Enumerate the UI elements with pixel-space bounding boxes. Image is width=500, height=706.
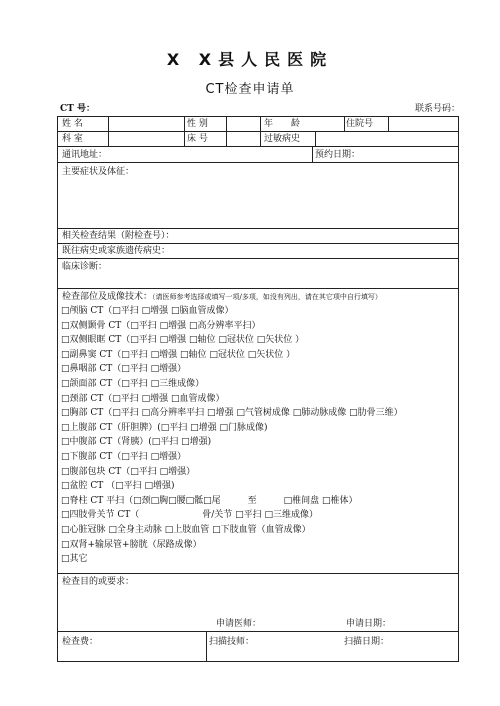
inpatient-number-label: 住院号 (346, 119, 374, 129)
exam-item[interactable]: □心脏冠脉 □全身主动脉 □上肢血管 □下肢血管（血管成像） (61, 525, 311, 535)
divider (58, 131, 458, 132)
exam-item[interactable]: □下腹部 CT（□平扫 □增强） (61, 452, 187, 462)
cell-border (260, 117, 261, 146)
cell-border (108, 117, 109, 146)
address-label: 通讯地址： (62, 150, 108, 160)
cell-border (226, 117, 227, 146)
appointment-date-label: 预约日期： (315, 150, 361, 160)
cell-border (206, 631, 207, 661)
clinical-diagnosis-label: 临床诊断： (62, 262, 108, 272)
department-label: 科 室 (62, 134, 83, 144)
exam-item[interactable]: □双侧眼眶 CT（□平扫 □增强 □轴位 □冠状位 □矢状位 ） (61, 335, 305, 346)
divider (58, 146, 458, 147)
applying-doctor-label: 申请医师： (216, 619, 262, 629)
cell-border (312, 146, 313, 162)
exam-item[interactable]: □颅脑 CT（□平扫 □增强 □脑血管成像） (61, 306, 234, 316)
exam-item[interactable]: □脊柱 CT 平扫（□颈□胸□腰□骶□尾 至 □椎间盘 □椎体） (61, 495, 358, 506)
exam-item[interactable]: □双侧颞骨 CT（□平扫 □增强 □高分辨率平扫） (61, 320, 261, 331)
exam-item[interactable]: □其它 (61, 554, 88, 565)
exam-item[interactable]: □颌面部 CT（□平扫 □三维成像） (61, 379, 205, 389)
exam-item[interactable]: □胸部 CT（□平扫 □高分辨率平扫 □增强 □气管树成像 □肺动脉成像 □肋骨三维） (61, 408, 403, 419)
allergy-history-label: 过敏病史 (264, 134, 301, 144)
exam-item[interactable]: □中腹部 CT（肾胰）(□平扫 □增强) (61, 437, 212, 448)
scan-technician-label: 扫描技师： (209, 637, 255, 647)
exam-header-label: 检查部位及成像技术： (62, 292, 153, 302)
divider (58, 573, 458, 574)
cell-border (184, 117, 185, 146)
divider (58, 228, 458, 229)
name-label: 姓 名 (62, 119, 83, 129)
divider (58, 243, 458, 244)
exam-item[interactable]: □双肾+输尿管+膀胱（尿路成像） (61, 539, 202, 550)
purpose-label: 检查目的或要求： (62, 577, 135, 587)
hospital-name: X X县人民医院 (166, 50, 334, 69)
bed-number-label: 床 号 (187, 134, 208, 144)
divider (58, 288, 458, 289)
exam-item[interactable]: □颈部 CT（□平扫 □增强 □血管成像） (61, 393, 225, 404)
exam-item[interactable]: □四肢骨关节 CT（ 骨/关节 □平扫 □三维成像） (61, 510, 319, 521)
exam-item[interactable]: □腹部包块 CT（□平扫 □增强） (61, 466, 196, 477)
divider (58, 162, 458, 163)
application-date-label: 申请日期： (346, 619, 392, 629)
cell-border (344, 117, 345, 131)
cell-border (315, 131, 316, 146)
divider (58, 258, 458, 259)
exam-item[interactable]: □盆腔 CT （□平扫 □增强) (61, 481, 175, 492)
exam-item[interactable]: □上腹部 CT（肝胆脾）(□平扫 □增强 □门脉成像) (61, 422, 268, 433)
ct-number-label: CT 号： (60, 104, 95, 114)
medical-history-label: 既往病史或家族遗传病史： (62, 246, 171, 256)
age-label: 年 龄 (264, 119, 301, 129)
cell-border (388, 117, 389, 131)
exam-note: （请医师参考选择或填写一项/多项，如没有列出，请在其它项中自行填写） (152, 293, 382, 301)
contact-number-label: 联系号码： (414, 104, 460, 114)
form-title: CT检查申请单 (205, 82, 295, 97)
exam-section-header (62, 291, 382, 303)
exam-item[interactable]: □副鼻窦 CT（□平扫 □增强 □轴位 □冠状位 □矢状位 ） (61, 349, 296, 360)
related-results-label: 相关检查结果（附检查号）： (62, 231, 175, 241)
scan-date-label: 扫描日期： (344, 637, 390, 647)
sex-label: 性 别 (187, 119, 208, 129)
divider (58, 631, 458, 632)
exam-fee-label: 检查费： (62, 637, 99, 647)
header-row (58, 101, 460, 115)
exam-item[interactable]: □鼻咽部 CT（□平扫 □增强） (61, 364, 187, 375)
symptoms-label: 主要症状及体征： (62, 167, 135, 177)
application-form (57, 116, 459, 662)
